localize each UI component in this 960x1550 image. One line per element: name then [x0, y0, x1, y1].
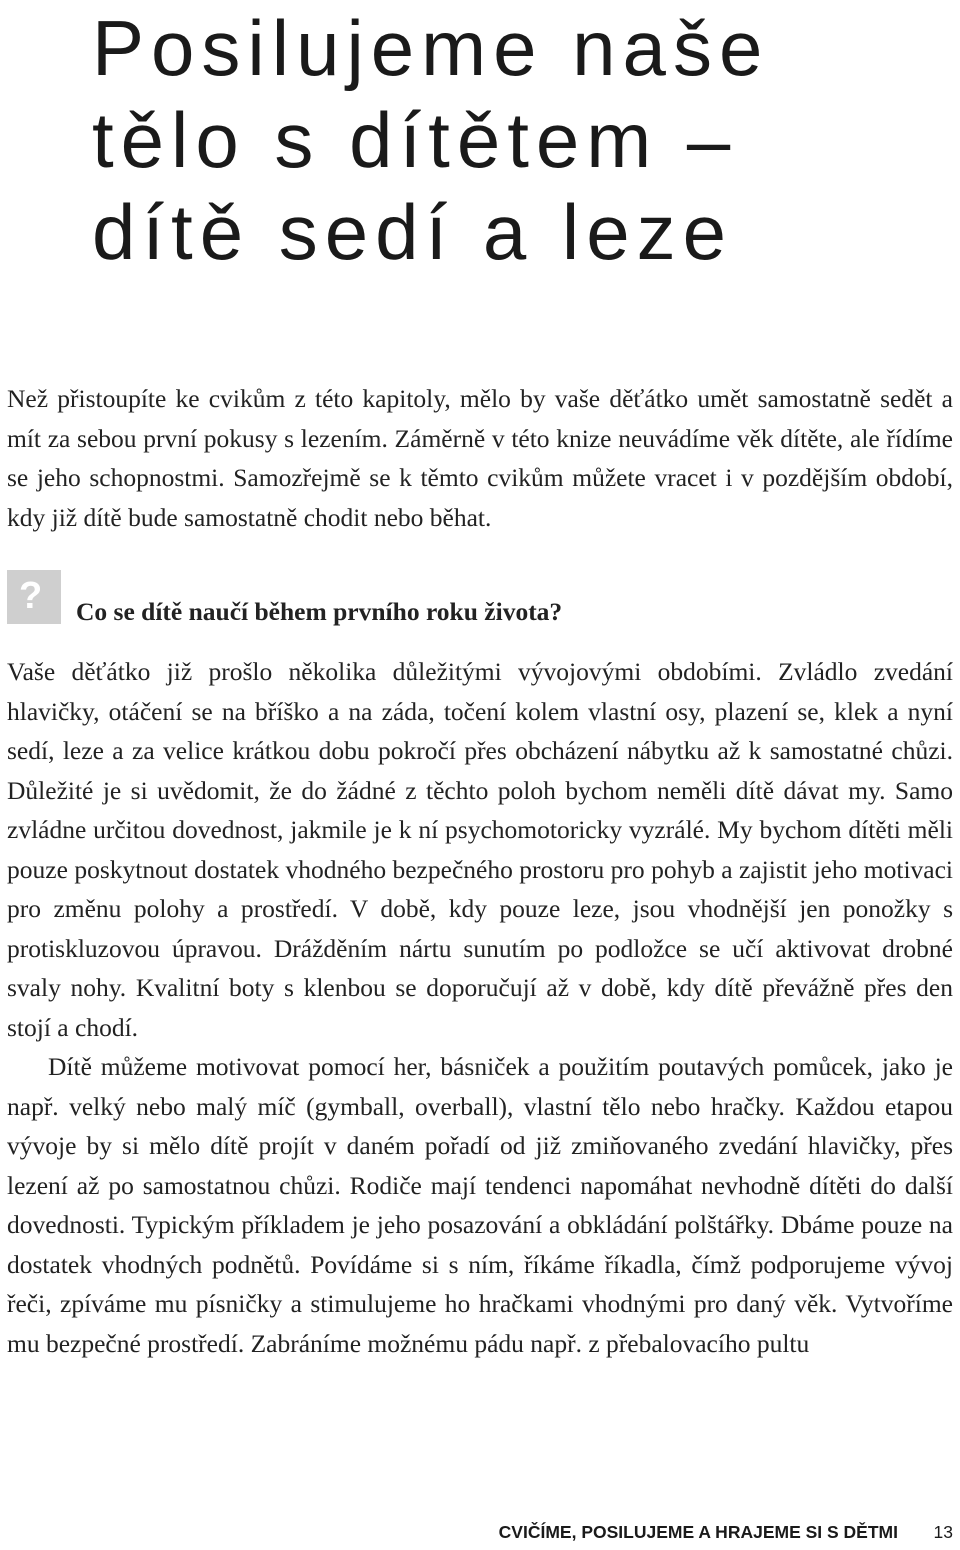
body-paragraph-2: Dítě můžeme motivovat pomocí her, básniček a použitím poutavých pomůcek, jako je např. velký nebo malý míč (gymball, overball), vlastní tělo nebo hračky. Každou etapou vývoje by si mělo dítě projít v daném pořadí od již zmiňovaného zvedání hlavičky, přes lezení až po samostatnou chůzi. Rodiče mají tendenci napomáhat nevhodně dítěti do další dovednosti. Typickým příkladem je jeho posazování a obkládání polštářky. Dbáme pouze na dostatek vhodných podnětů. Povídáme si s ním, říkáme říkadla, čímž podporujeme vývoj řeči, zpíváme mu písničky a stimulujeme ho hračkami vhodnými pro daný věk. Vytvoříme mu bezpečné prostředí. Zabráníme možnému pádu např. z přebalovacího pultu — [7, 1052, 953, 1358]
running-title: CVIČÍME, POSILUJEME A HRAJEME SI S DĚTMI — [498, 1522, 898, 1542]
page-footer — [0, 1514, 960, 1550]
chapter-title-line-2: tělo s dítětem – — [92, 96, 738, 184]
question-mark-glyph: ? — [19, 575, 43, 617]
chapter-title-line-3: dítě sedí a leze — [92, 188, 734, 276]
question-icon — [7, 570, 61, 624]
body-paragraph-1: Vaše děťátko již prošlo několika důležitými vývojovými obdobími. Zvládlo zvedání hlavičky, otáčení se na bříško a na záda, točení kolem vlastní osy, plazení se, klek a nyní sedí, leze a za velice krátkou dobu pokročí přes obcházení nábytku až k samostatné chůzi. Důležité je si uvědomit, že do žádné z těchto poloh bychom neměli dítě dávat my. Samo zvládne určitou dovednost, jakmile je k ní psychomotoricky vyzrálé. My bychom dítěti měli pouze poskytnout dostatek vhodného bezpečného prostoru pro pohyb a zajistit jeho motivaci pro změnu polohy a prostředí. V době, kdy pouze leze, jsou vhodnější jen ponožky s protiskluzovou úpravou. Drážděním nártu sunutím po podložce se učí aktivovat drobné svaly nohy. Kvalitní boty s klenbou se doporučují až v době, kdy dítě převážně přes den stojí a chodí. — [7, 657, 953, 1042]
body-text — [7, 652, 953, 1363]
intro-paragraph: Než přistoupíte ke cvikům z této kapitoly, mělo by vaše děťátko umět samostatně sedět a mít za sebou první pokusy s lezením. Záměrně v této knize neuvádíme věk dítěte, ale řídíme se jeho schopnostmi. Samozřejmě se k těmto cvikům můžete vracet i v pozdějším období, kdy již dítě bude samostatně chodit nebo běhat. — [7, 384, 953, 532]
section-heading: Co se dítě naučí během prvního roku života? — [76, 597, 563, 626]
chapter-title — [92, 2, 952, 278]
page-number: 13 — [933, 1522, 953, 1542]
chapter-title-line-1: Posilujeme naše — [92, 4, 770, 92]
